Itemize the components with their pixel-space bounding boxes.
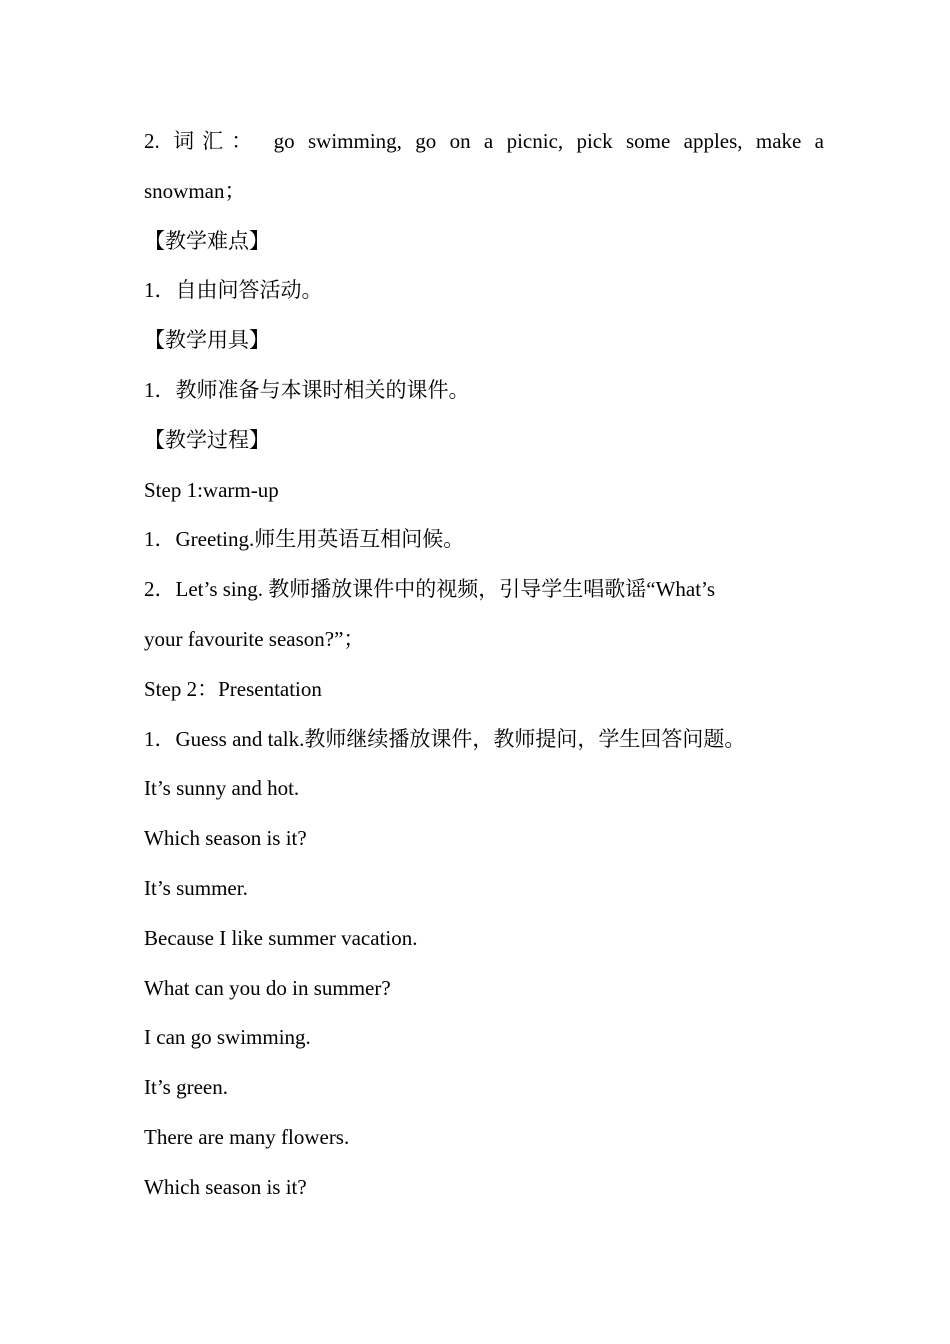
vocabulary-line: 2. 词汇： go swimming, go on a picnic, pick some apples, make a [144,129,824,153]
section-heading-difficulties: 【教学难点】 [144,228,270,253]
dialogue-line: It’s summer. [144,875,248,900]
section-heading-process: 【教学过程】 [144,427,270,452]
warm-up-item-sing-continued: your favourite season?”； [144,626,365,651]
dialogue-line: Which season is it? [144,1174,307,1199]
dialogue-line: There are many flowers. [144,1124,350,1149]
dialogue-line: It’s sunny and hot. [144,776,300,801]
step-heading-warm-up: Step 1:warm-up [144,477,279,502]
vocabulary-line-continued: snowman； [144,178,246,203]
difficulties-item: 1．自由问答活动。 [144,278,323,303]
dialogue-line: Which season is it? [144,826,307,851]
dialogue-line: What can you do in summer? [144,975,391,1000]
presentation-item-guess: 1．Guess and talk.教师继续播放课件，教师提问，学生回答问题。 [144,726,746,751]
warm-up-item-sing: 2．Let’s sing. 教师播放课件中的视频，引导学生唱歌谣“What’s [144,577,716,602]
dialogue-line: Because I like summer vacation. [144,925,418,950]
dialogue-line: I can go swimming. [144,1025,311,1050]
step-heading-presentation: Step 2：Presentation [144,676,322,701]
materials-item: 1．教师准备与本课时相关的课件。 [144,377,470,402]
document-page [144,117,824,1213]
dialogue-line: It’s green. [144,1075,228,1100]
warm-up-item-greeting: 1．Greeting.师生用英语互相问候。 [144,527,465,552]
section-heading-materials: 【教学用具】 [144,328,270,353]
